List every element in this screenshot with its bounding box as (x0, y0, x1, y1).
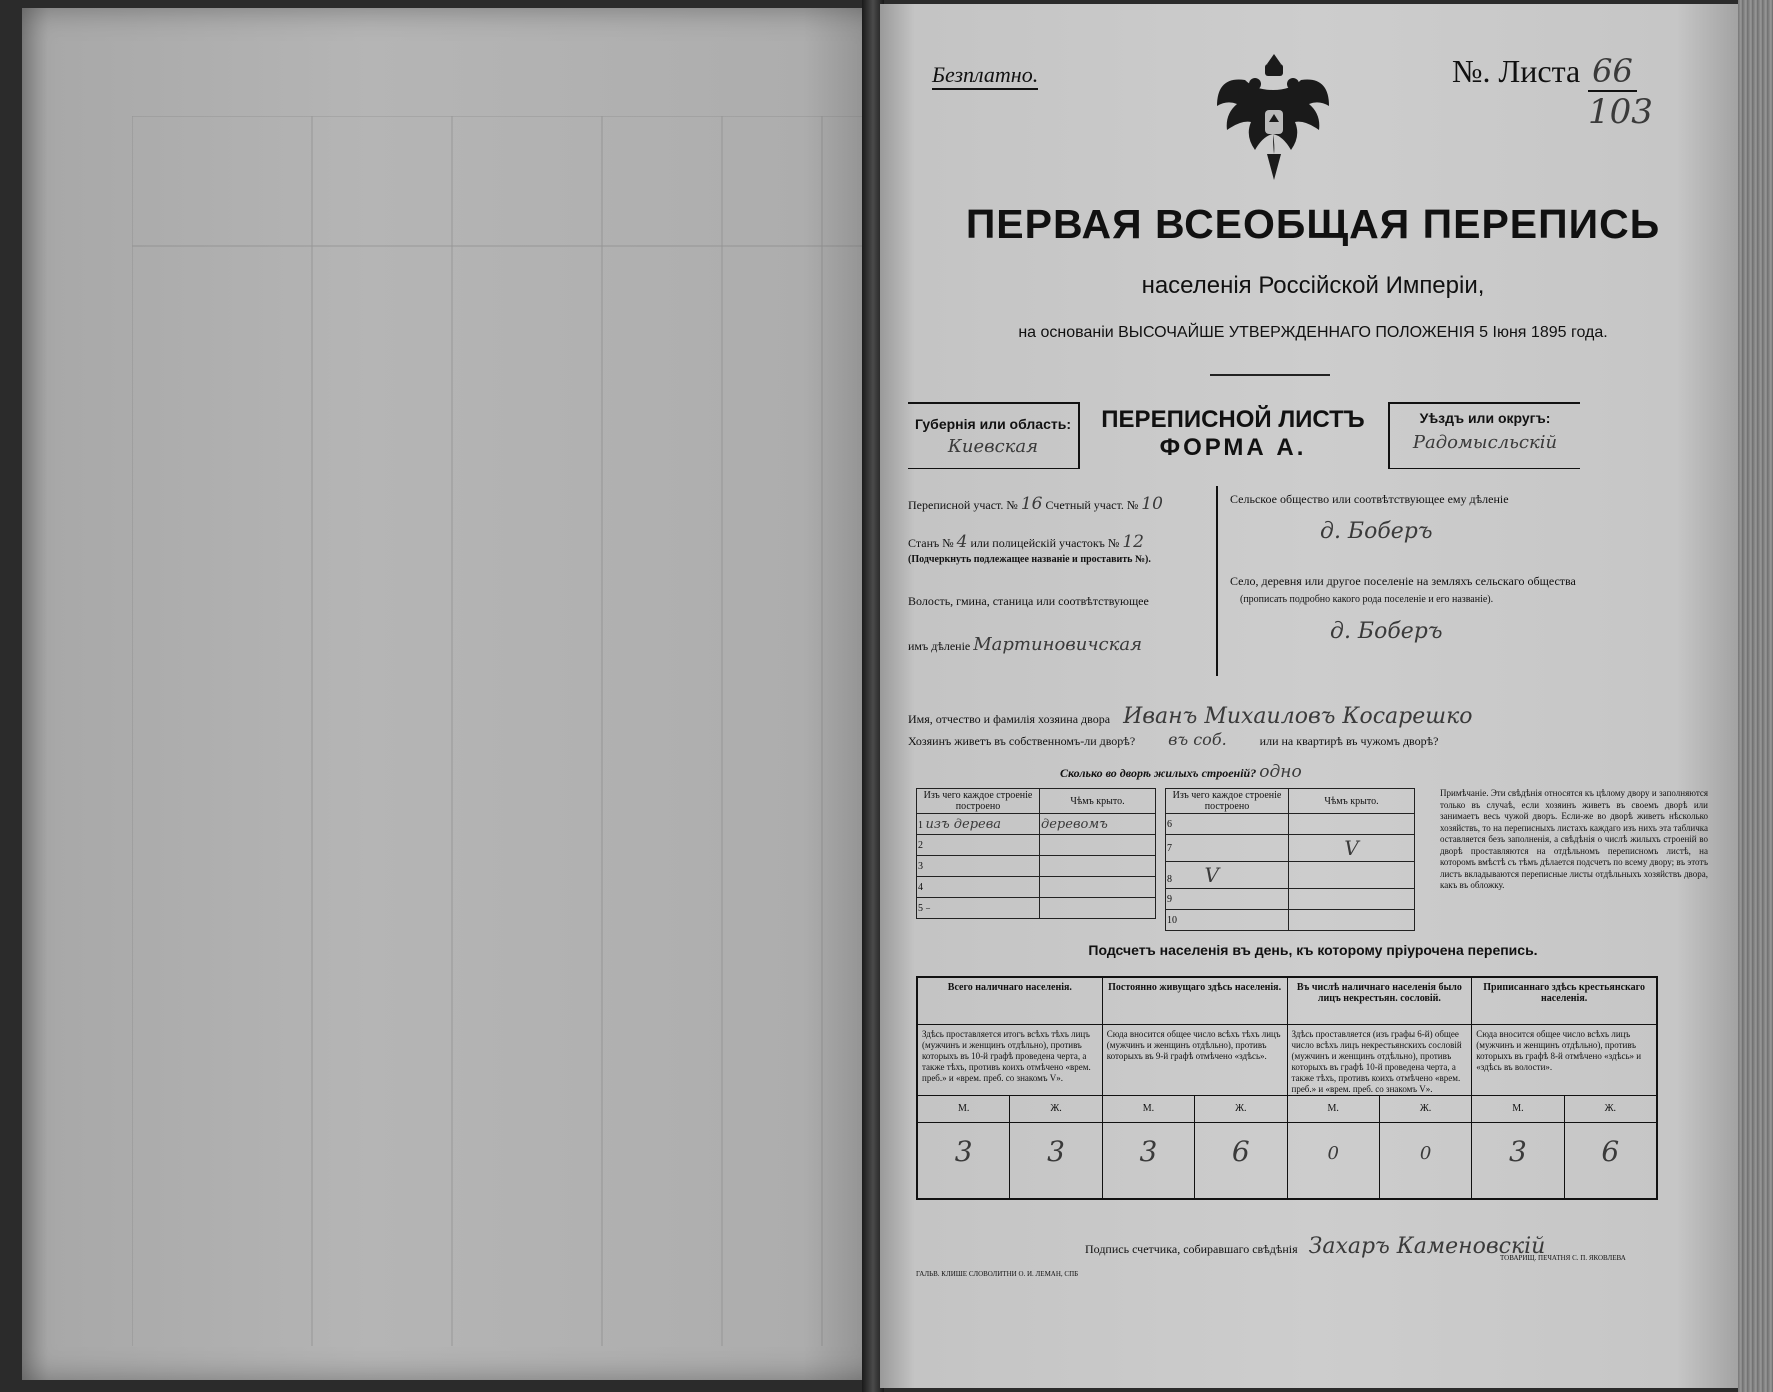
police-value: 12 (1122, 532, 1144, 552)
underline-note: (Подчеркнуть подлежащее названіе и проставить №). (908, 554, 1151, 565)
province-label: Губернія или область: (914, 416, 1072, 432)
permanent-m-value: 3 (1103, 1123, 1195, 1198)
district-value: Радомысльскій (1412, 432, 1558, 453)
col-roof: Чѣмъ крыто. (1040, 789, 1156, 814)
owner-name-label: Имя, отчество и фамилія хозяина двора (908, 712, 1111, 726)
census-basis: на основаніи ВЫСОЧАЙШЕ УТВЕРЖДЕННАГО ПОЛОЖЕНІЯ 5 Іюня 1895 года. (1018, 324, 1608, 341)
stan-value: 4 (956, 532, 968, 552)
list-title-box (1078, 402, 1388, 462)
count-section-value: 10 (1141, 494, 1163, 514)
volost-value: Мартиновичская (973, 634, 1143, 655)
population-col-permanent: Постоянно живущаго здѣсь населенія. Сюда вносится общее число всѣхъ тѣхъ лицъ (мужчинъ и женщинъ отдѣльно), противъ которыхъ въ 9-й графѣ отмѣчено «здѣсь». М. Ж. 3 6 (1103, 978, 1288, 1198)
sheet-number-label: №. Листа (1452, 53, 1581, 89)
table-row: 5 – (917, 898, 1156, 919)
sheet-number-value: 66 (1588, 52, 1637, 92)
signature-row (1085, 1234, 1545, 1259)
population-title: Подсчетъ населенія въ день, къ которому пріурочена перепись. (1088, 942, 1538, 958)
page-edges (1738, 0, 1773, 1392)
sheet-number-alt: 103 (1588, 92, 1653, 132)
buildings-table-right: Изъ чего каждое строеніе построено Чѣмъ крыто. 6 7 V 8 V 9 10 (1165, 788, 1415, 931)
population-col-registered: Приписаннаго здѣсь крестьянскаго населенія. Сюда вносится общее число всѣхъ лицъ (мужчинъ и женщинъ отдѣльно), противъ которыхъ въ графѣ 8-й отмѣчено «здѣсь» и «здѣсь въ волости». М. Ж. 3 6 (1472, 978, 1656, 1198)
province-box (908, 402, 1080, 469)
table-row: 9 (1166, 889, 1415, 910)
volost-row (908, 634, 1173, 655)
stan-label: Станъ № (908, 536, 954, 550)
buildings-value: одно (1259, 762, 1302, 782)
province-value: Киевская (947, 436, 1039, 457)
sheet-number (1452, 52, 1637, 90)
census-section-label: Переписной участ. № (908, 498, 1018, 512)
stan-row (908, 532, 1188, 552)
settlement-label: Село, деревня или другое поселеніе на земляхъ сельскаго общества (1230, 574, 1576, 588)
volost-label-1: Волость, гмина, станица или соотвѣтствующее (908, 594, 1149, 608)
col-material: Изъ чего каждое строеніе построено (917, 789, 1040, 814)
table-row: 6 (1166, 814, 1415, 835)
table-row: 7 V (1166, 835, 1415, 862)
registered-f-value: 6 (1601, 1135, 1620, 1168)
owner-row (908, 704, 1472, 729)
double-headed-eagle-emblem (1215, 50, 1333, 188)
table-row: 4 (917, 877, 1156, 898)
registered-m-value: 3 (1472, 1123, 1564, 1198)
form-title: ФОРМА А. (1159, 434, 1307, 461)
village-society-value: д. Боберъ (1320, 519, 1433, 544)
buildings-note: Примѣчаніе. Эти свѣдѣнія относятся къ цѣлому двору и заполняются только въ случаѣ, если хозяинъ живетъ въ своемъ дворѣ или занимаетъ весь чужой дворъ. Если-же во дворѣ живетъ нѣсколько хозяйствъ, то на переписныхъ листахъ каждаго изъ нихъ эта табличка оставляется безъ заполненія, а свѣдѣнія о числѣ жилыхъ строеній во дворѣ проставляются на отдѣльномъ переписномъ листѣ, на которомъ вмѣстѣ съ тѣмъ дѣлается подсчетъ по всему двору; въ этотъ листъ вкладываются переписные листы отдѣльныхъ хозяйствъ двора, какъ въ обложку. (1440, 788, 1708, 890)
signature-label: Подпись счетчика, собиравшаго свѣдѣнія (1085, 1242, 1298, 1256)
owner-name-value: Иванъ Михаиловъ Косарешко (1123, 704, 1473, 729)
non-peasant-f-value: 0 (1419, 1143, 1432, 1164)
printer-right: ТОВАРИЩ. ПЕЧАТНЯ С. П. ЯКОВЛЕВА (1500, 1254, 1626, 1262)
buildings-label: Сколько во дворѣ жилыхъ строеній? (1060, 766, 1257, 780)
total-f-value: 3 (1047, 1135, 1065, 1168)
table-row: 10 (1166, 910, 1415, 931)
buildings-table-left (916, 788, 1156, 919)
police-label: или полицейскій участокъ № (970, 536, 1120, 550)
table-row: 2 (917, 835, 1156, 856)
census-title: ПЕРВАЯ ВСЕОБЩАЯ ПЕРЕПИСЬ (965, 201, 1661, 247)
census-section-row (908, 494, 1178, 514)
count-section-label: Счетный участ. № (1045, 498, 1139, 512)
village-society-label: Сельское общество или соотвѣтствующее ему дѣленіе (1230, 492, 1509, 506)
owner-lives-value: въ соб. (1168, 730, 1227, 749)
table-row: 3 (917, 856, 1156, 877)
list-title: ПЕРЕПИСНОЙ ЛИСТЪ (1101, 406, 1365, 433)
owner-lives-alt-label: или на квартирѣ въ чужомъ дворѣ? (1259, 734, 1439, 748)
settlement-note: (прописать подробно какого рода поселеніе и его названіе). (1240, 594, 1494, 605)
left-page (22, 8, 890, 1380)
owner-lives-label: Хозяинъ живетъ въ собственномъ-ли дворѣ? (908, 734, 1136, 748)
signature-value: Захаръ Каменовскій (1308, 1234, 1546, 1259)
field-divider (1216, 486, 1218, 676)
population-table (916, 976, 1658, 1200)
buildings-row (1060, 762, 1302, 782)
population-col-non-peasant: Въ числѣ наличнаго населенія было лицъ некрестьян. сословій. Здѣсь проставляется (изъ графы 6-й) общее число всѣхъ лицъ некрестьянскихъ сословій (мужчинъ и женщинъ отдѣльно), противъ которыхъ въ графѣ 10-й проведена черта, а также тѣхъ, противъ коихъ отмѣчено «врем. преб.» и «врем. преб. со знакомъ V». М. Ж. 0 0 (1288, 978, 1473, 1198)
permanent-f-value: 6 (1231, 1135, 1250, 1168)
free-label: Безплатно. (932, 62, 1038, 90)
district-label: Уѣздъ или округъ: (1419, 410, 1551, 426)
ornament-divider (1210, 374, 1330, 376)
settlement-value: д. Боберъ (1330, 619, 1443, 644)
population-col-total: Всего наличнаго населенія. Здѣсь проставляется итогъ всѣхъ тѣхъ лицъ (мужчинъ и женщинъ отдѣльно), противъ которыхъ въ 10-й графѣ проведена черта, а также тѣхъ, противъ коихъ отмѣчено «врем. преб.» и «врем. преб. со знакомъ V». М. Ж. 3 3 (918, 978, 1103, 1198)
non-peasant-m-value: 0 (1288, 1123, 1380, 1198)
district-box (1388, 402, 1580, 469)
volost-label-2: имъ дѣленіе (908, 639, 971, 653)
census-form-page (880, 4, 1746, 1388)
total-m-value: 3 (918, 1123, 1010, 1198)
census-subtitle: населенія Россійской Имперіи, (1141, 272, 1485, 299)
table-row: 8 V (1166, 862, 1415, 889)
census-section-value: 16 (1020, 494, 1043, 514)
printer-left: ГАЛЬВ. КЛИШЕ СЛОВОЛИТНИ О. И. ЛЕМАН, СПБ (916, 1270, 1079, 1278)
table-row: 1 изъ дерева деревомъ (917, 814, 1156, 835)
bleed-through-grid (132, 116, 892, 1346)
owner-lives-row (908, 730, 1438, 749)
